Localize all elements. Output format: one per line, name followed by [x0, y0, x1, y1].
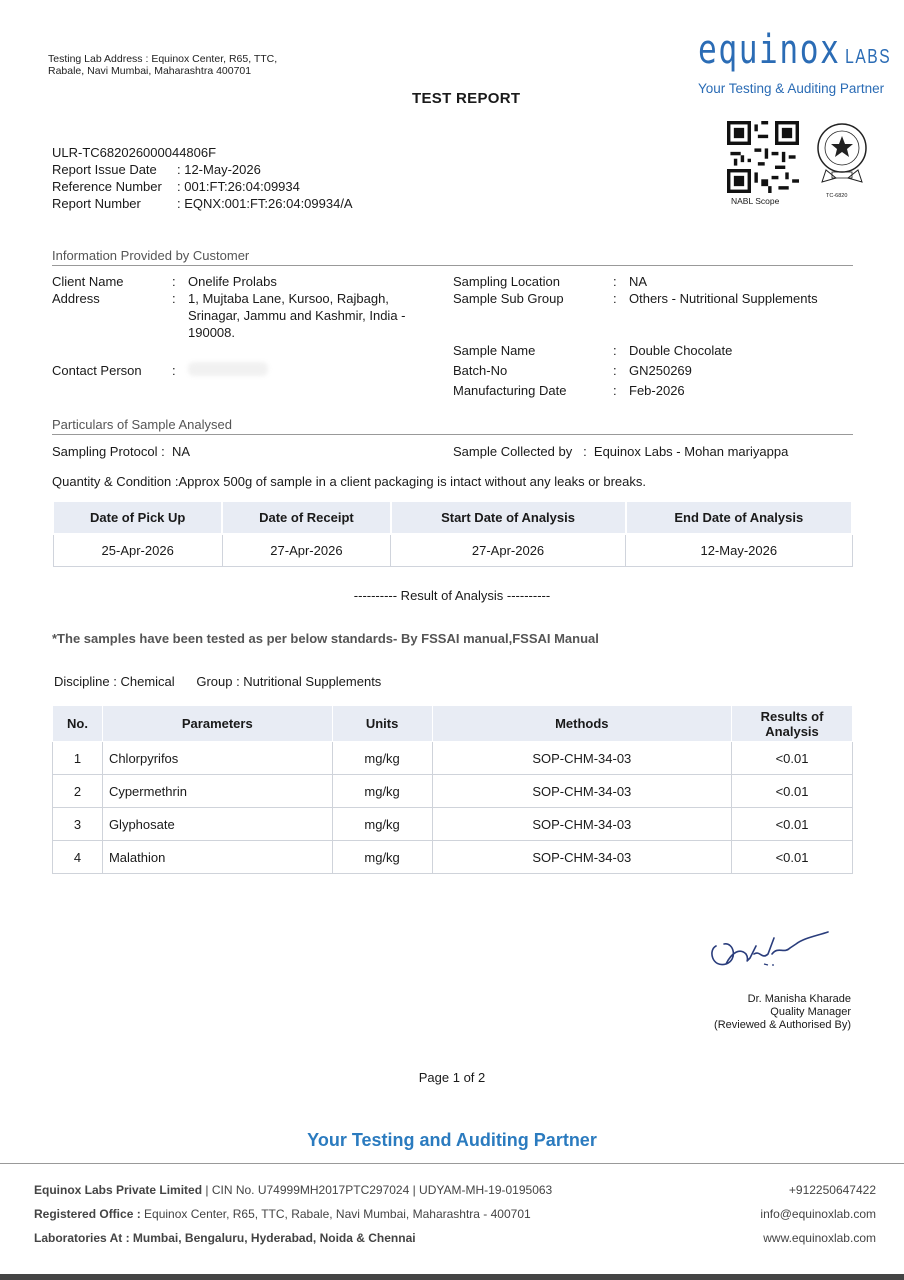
qr-code-icon [727, 121, 799, 193]
row-no: 4 [53, 841, 103, 874]
results-table [52, 705, 853, 874]
discipline-line [54, 674, 381, 689]
discipline-value: Discipline : Chemical [54, 674, 175, 689]
row-unit: mg/kg [332, 775, 432, 808]
footer-email[interactable]: info@equinoxlab.com [760, 1207, 876, 1221]
quantity-value: Approx 500g of sample in a client packaging is intact without any leaks or breaks. [178, 474, 647, 489]
row-no: 3 [53, 808, 103, 841]
footer-company-info [34, 1178, 552, 1250]
address-value: 1, Mujtaba Lane, Kursoo, Rajbagh, Srinagar, Jammu and Kashmir, India - 190008. [188, 291, 406, 340]
issue-date-label: Report Issue Date [52, 162, 157, 177]
standards-note: *The samples have been tested as per below standards- By FSSAI manual,FSSAI Manual [52, 631, 599, 646]
tc-code: TC-6820 [826, 193, 848, 199]
row-parameter: Glyphosate [102, 808, 332, 841]
row-unit: mg/kg [332, 808, 432, 841]
signatory-block [700, 993, 851, 1032]
signatory-note: (Reviewed & Authorised By) [714, 1019, 851, 1031]
row-no: 1 [53, 742, 103, 775]
laboratories-list: Laboratories At : Mumbai, Bengaluru, Hyderabad, Noida & Chennai [34, 1231, 416, 1245]
logo-word: equinox [698, 27, 841, 73]
collected-label: Sample Collected by [453, 444, 573, 459]
customer-right-block: Sampling Location : NA Sample Sub Group : Others - Nutritional Supplements [453, 274, 818, 306]
protocol-value: NA [171, 444, 191, 459]
sampling-location-label: Sampling Location [453, 274, 560, 289]
date-value: 27-Apr-2026 [391, 534, 626, 567]
nabl-seal-icon [816, 122, 868, 192]
batch-value: GN250269 [629, 363, 692, 378]
result-title: ---------- Result of Analysis ---------- [353, 588, 551, 603]
date-value: 12-May-2026 [626, 534, 852, 567]
row-result: <0.01 [732, 742, 853, 775]
footer-divider [0, 1163, 904, 1164]
client-name-value: Onelife Prolabs [188, 274, 277, 289]
row-result: <0.01 [732, 841, 853, 874]
protocol-label: Sampling Protocol [52, 444, 158, 459]
table-row [53, 808, 853, 841]
client-name-label: Client Name [52, 274, 124, 289]
row-method: SOP-CHM-34-03 [432, 841, 732, 874]
report-number-value: : EQNX:001:FT:26:04:09934/A [177, 196, 353, 211]
row-method: SOP-CHM-34-03 [432, 742, 732, 775]
contact-row: Contact Person : [52, 362, 268, 379]
row-parameter: Chlorpyrifos [102, 742, 332, 775]
collected-row: Sample Collected by : Equinox Labs - Mohan mariyappa [453, 444, 789, 459]
date-header: End Date of Analysis [626, 501, 852, 534]
reference-label: Reference Number [52, 179, 162, 194]
company-logo [698, 27, 898, 96]
sampling-location-value: NA [629, 274, 648, 289]
particulars-section-title: Particulars of Sample Analysed [52, 417, 853, 435]
group-value: Group : Nutritional Supplements [196, 674, 382, 689]
column-header: No. [53, 706, 103, 742]
mfg-label: Manufacturing Date [453, 383, 567, 398]
sample-sub-group-label: Sample Sub Group [453, 291, 564, 306]
footer-website[interactable]: www.equinoxlab.com [763, 1231, 876, 1245]
report-title: TEST REPORT [412, 90, 521, 107]
report-identifiers [52, 144, 353, 212]
date-header: Date of Pick Up [53, 501, 222, 534]
customer-section-title: Information Provided by Customer [52, 248, 853, 266]
column-header: Units [332, 706, 432, 742]
batch-label: Batch-No [453, 363, 508, 378]
table-row [53, 742, 853, 775]
customer-left-block: Client Name : Onelife Prolabs Address : 1, Mujtaba Lane, Kursoo, Rajbagh, Srinagar, Jammu and Kashmir, India - 190008. [52, 273, 432, 341]
sample-name-label: Sample Name [453, 343, 536, 358]
bottom-edge-bar [0, 1274, 904, 1280]
date-header: Start Date of Analysis [391, 501, 626, 534]
report-number-label: Report Number [52, 196, 141, 211]
signatory-name: Dr. Manisha Kharade [747, 993, 851, 1005]
logo-labs: LABS [845, 46, 892, 68]
sample-sub-group-value: Others - Nutritional Supplements [629, 291, 818, 306]
footer-phone: +912250647422 [788, 1183, 876, 1197]
collected-value: Equinox Labs - Mohan mariyappa [593, 444, 789, 459]
mfg-value: Feb-2026 [629, 383, 685, 398]
page-number: Page 1 of 2 [418, 1070, 486, 1085]
row-method: SOP-CHM-34-03 [432, 808, 732, 841]
sample-details-block: Sample Name : Double Chocolate Batch-No : GN250269 Manufacturing Date : Feb-2026 [453, 341, 853, 401]
row-result: <0.01 [732, 808, 853, 841]
lab-address: Testing Lab Address : Equinox Center, R65, TTC, Rabale, Navi Mumbai, Maharashtra 400701 [48, 53, 278, 77]
address-label: Address [52, 291, 100, 306]
column-header: Results of Analysis [732, 706, 853, 742]
row-parameter: Cypermethrin [102, 775, 332, 808]
dates-table [52, 500, 853, 567]
date-header: Date of Receipt [222, 501, 390, 534]
table-row [53, 841, 853, 874]
office-label: Registered Office : [34, 1207, 141, 1221]
company-name: Equinox Labs Private Limited [34, 1183, 203, 1197]
footer-contact [700, 1178, 876, 1250]
column-header: Parameters [102, 706, 332, 742]
reference-value: : 001:FT:26:04:09934 [177, 179, 300, 194]
row-parameter: Malathion [102, 841, 332, 874]
protocol-row: Sampling Protocol : NA [52, 444, 191, 459]
row-no: 2 [53, 775, 103, 808]
company-registration: | CIN No. U74999MH2017PTC297024 | UDYAM-MH-19-0195063 [202, 1183, 553, 1197]
date-value: 27-Apr-2026 [222, 534, 390, 567]
nabl-scope-label: NABL Scope [731, 196, 780, 206]
ulr-number: ULR-TC682026000044806F [52, 145, 217, 160]
date-value: 25-Apr-2026 [53, 534, 222, 567]
sample-name-value: Double Chocolate [629, 343, 733, 358]
signature-image [704, 924, 834, 974]
row-result: <0.01 [732, 775, 853, 808]
office-address: Equinox Center, R65, TTC, Rabale, Navi Mumbai, Maharashtra - 400701 [140, 1207, 531, 1221]
contact-label: Contact Person [52, 363, 142, 378]
quantity-row: Quantity & Condition :Approx 500g of sample in a client packaging is intact without any leaks or breaks. [52, 474, 647, 489]
signatory-role: Quality Manager [770, 1006, 851, 1018]
row-unit: mg/kg [332, 841, 432, 874]
contact-redacted [188, 362, 268, 376]
row-unit: mg/kg [332, 742, 432, 775]
quantity-label: Quantity & Condition [52, 474, 172, 489]
issue-date-value: : 12-May-2026 [177, 162, 261, 177]
footer-tagline: Your Testing and Auditing Partner [307, 1130, 597, 1150]
table-row [53, 775, 853, 808]
column-header: Methods [432, 706, 732, 742]
logo-tagline: Your Testing & Auditing Partner [698, 81, 885, 96]
row-method: SOP-CHM-34-03 [432, 775, 732, 808]
